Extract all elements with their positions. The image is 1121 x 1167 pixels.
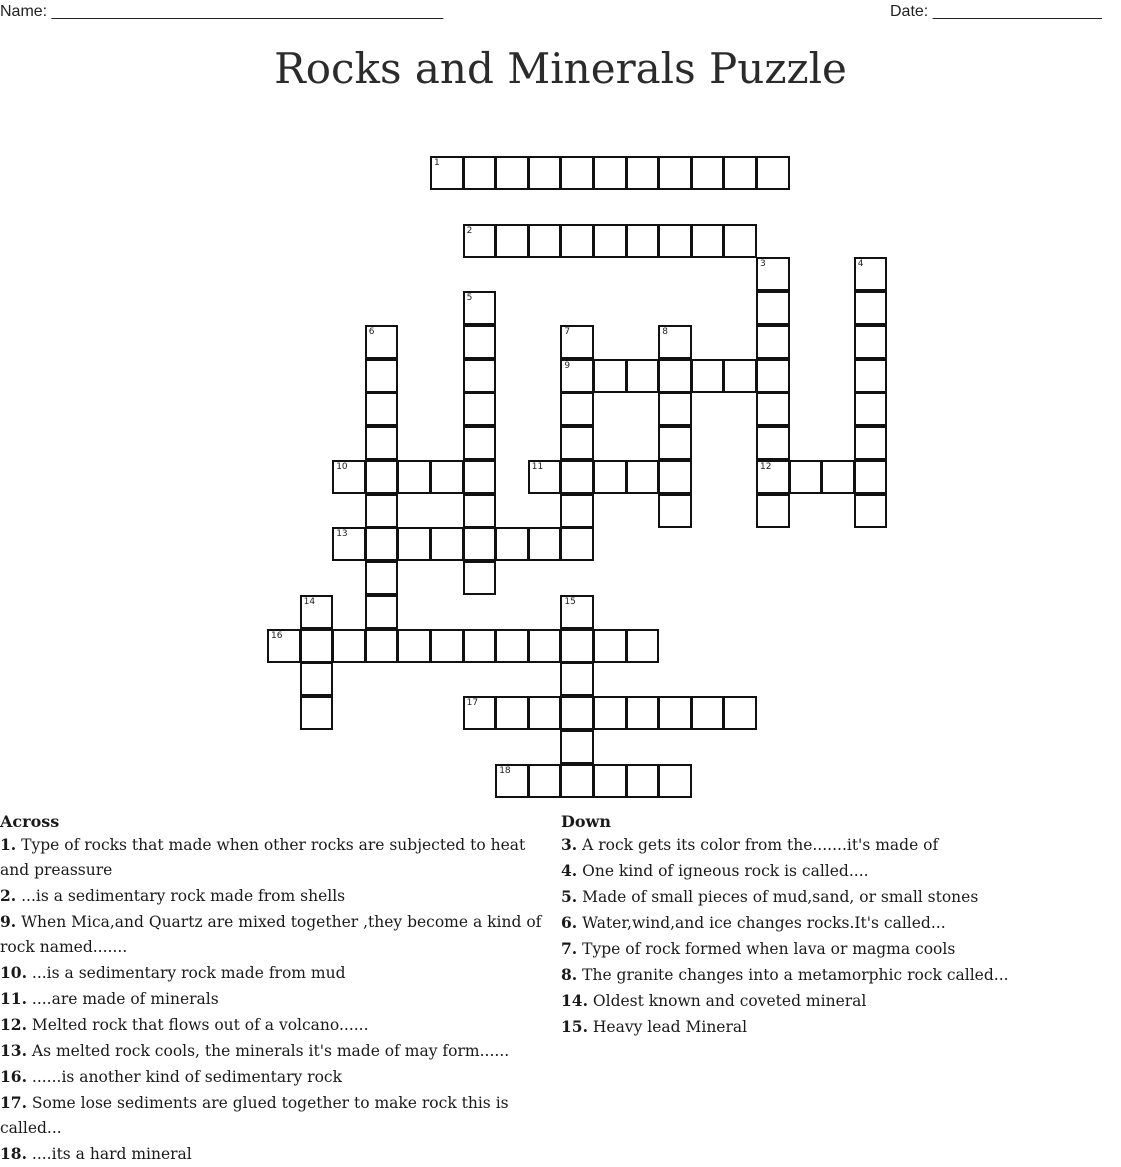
grid-cell[interactable] — [365, 595, 399, 629]
clue-number-label: 1. — [0, 835, 17, 854]
clue-number-label: 7. — [561, 939, 578, 958]
across-clue — [0, 909, 555, 960]
grid-cell[interactable] — [463, 527, 497, 561]
down-clue-list — [561, 832, 1116, 1040]
clue-number-label: 13. — [0, 1041, 27, 1060]
clue-number: 13 — [336, 529, 348, 540]
clue-text: ......is another kind of sedimentary rock — [31, 1068, 342, 1086]
grid-cell[interactable] — [560, 662, 594, 696]
clue-number: 17 — [466, 698, 479, 708]
grid-cell[interactable] — [528, 460, 562, 494]
clue-number-label: 16. — [0, 1067, 27, 1086]
clue-number: 2 — [466, 225, 473, 236]
down-clues — [561, 812, 1116, 1040]
grid-cell[interactable] — [300, 629, 334, 663]
grid-cell[interactable] — [626, 156, 660, 190]
grid-cell[interactable] — [626, 629, 660, 663]
grid-cell[interactable] — [365, 527, 399, 561]
clue-text: As melted rock cools, the minerals it's made of may form...... — [31, 1042, 510, 1060]
grid-cell[interactable] — [560, 325, 594, 359]
grid-cell[interactable] — [332, 460, 366, 494]
grid-cell[interactable] — [430, 629, 464, 663]
clue-number: 1 — [434, 158, 440, 168]
grid-cell[interactable] — [560, 527, 594, 561]
grid-cell[interactable] — [365, 561, 399, 595]
across-clue — [0, 1141, 555, 1167]
grid-cell[interactable] — [365, 494, 399, 528]
grid-cell[interactable] — [495, 696, 529, 730]
grid-cell[interactable] — [756, 460, 790, 494]
clue-number: 10 — [336, 461, 348, 472]
grid-cell[interactable] — [593, 696, 627, 730]
grid-cell[interactable] — [463, 224, 497, 258]
grid-cell[interactable] — [658, 359, 692, 393]
clue-text: ....its a hard mineral — [31, 1145, 192, 1163]
grid-cell[interactable] — [495, 224, 529, 258]
grid-cell[interactable] — [463, 359, 497, 393]
clue-number-label: 10. — [0, 963, 27, 982]
clue-text: One kind of igneous rock is called.... — [582, 862, 869, 880]
grid-cell[interactable] — [365, 629, 399, 663]
grid-cell[interactable] — [626, 359, 660, 393]
grid-cell[interactable] — [430, 527, 464, 561]
grid-cell[interactable] — [691, 696, 725, 730]
across-clues — [0, 812, 555, 1167]
grid-cell[interactable] — [658, 156, 692, 190]
grid-cell[interactable] — [626, 224, 660, 258]
clue-number-label: 14. — [561, 991, 588, 1010]
grid-cell[interactable] — [463, 460, 497, 494]
down-clue — [561, 910, 1116, 936]
clue-number-label: 17. — [0, 1093, 27, 1112]
grid-cell[interactable] — [854, 291, 888, 325]
grid-cell[interactable] — [365, 325, 399, 359]
grid-cell[interactable] — [593, 224, 627, 258]
across-clue — [0, 960, 555, 986]
grid-cell[interactable] — [560, 629, 594, 663]
down-clue — [561, 1014, 1116, 1040]
grid-cell[interactable] — [560, 595, 594, 629]
grid-cell[interactable] — [593, 359, 627, 393]
clue-number-label: 5. — [561, 887, 578, 906]
grid-cell[interactable] — [560, 156, 594, 190]
clue-number: 7 — [564, 326, 571, 337]
grid-cell[interactable] — [528, 224, 562, 258]
grid-cell[interactable] — [854, 460, 888, 494]
grid-cell[interactable] — [528, 156, 562, 190]
grid-cell[interactable] — [528, 527, 562, 561]
clue-number-label: 6. — [561, 913, 578, 932]
grid-cell[interactable] — [463, 325, 497, 359]
grid-cell[interactable] — [397, 629, 431, 663]
grid-cell[interactable] — [756, 494, 790, 528]
date-line[interactable]: ___________________ — [932, 3, 1102, 20]
down-clue — [561, 936, 1116, 962]
grid-cell[interactable] — [723, 359, 757, 393]
clue-number: 18 — [499, 765, 511, 776]
grid-cell[interactable] — [365, 392, 399, 426]
grid-cell[interactable] — [560, 764, 594, 798]
grid-cell[interactable] — [854, 494, 888, 528]
grid-cell[interactable] — [658, 696, 692, 730]
grid-cell[interactable] — [332, 629, 366, 663]
grid-cell[interactable] — [658, 426, 692, 460]
name-line[interactable]: ____________________________________________ — [51, 3, 444, 20]
grid-cell[interactable] — [560, 696, 594, 730]
clue-number-label: 9. — [0, 912, 17, 931]
grid-cell[interactable] — [658, 494, 692, 528]
clue-number-label: 4. — [561, 861, 578, 880]
grid-cell[interactable] — [332, 527, 366, 561]
clue-number-label: 8. — [561, 965, 578, 984]
clue-text: Oldest known and coveted mineral — [592, 992, 867, 1010]
clue-number-label: 3. — [561, 835, 578, 854]
grid-cell[interactable] — [560, 426, 594, 460]
grid-cell[interactable] — [723, 224, 757, 258]
clue-number-label: 15. — [561, 1017, 588, 1036]
clue-number: 14 — [303, 596, 316, 607]
grid-cell[interactable] — [528, 764, 562, 798]
grid-cell[interactable] — [463, 291, 497, 325]
clue-text: Type of rocks that made when other rocks are subjected to heat and preassure — [0, 836, 526, 879]
grid-cell[interactable] — [691, 224, 725, 258]
clue-number: 12 — [760, 461, 772, 472]
date-label: Date: — [890, 3, 929, 20]
grid-cell[interactable] — [463, 561, 497, 595]
down-clue — [561, 832, 1116, 858]
across-clue — [0, 1012, 555, 1038]
grid-cell[interactable] — [528, 696, 562, 730]
clue-number-label: 12. — [0, 1015, 27, 1034]
grid-cell[interactable] — [397, 527, 431, 561]
clue-text: Melted rock that flows out of a volcano...... — [31, 1016, 369, 1034]
clue-text: A rock gets its color from the.......it's made of — [582, 836, 939, 854]
grid-cell[interactable] — [691, 156, 725, 190]
grid-cell[interactable] — [528, 629, 562, 663]
grid-cell[interactable] — [463, 696, 497, 730]
clue-text: Type of rock formed when lava or magma cools — [582, 940, 956, 958]
down-clue — [561, 962, 1116, 988]
grid-cell[interactable] — [854, 325, 888, 359]
grid-cell[interactable] — [854, 257, 888, 291]
clue-number: 3 — [760, 259, 766, 270]
grid-cell[interactable] — [756, 291, 790, 325]
clue-number: 15 — [564, 596, 576, 607]
across-clue — [0, 832, 555, 883]
clue-text: The granite changes into a metamorphic rock called... — [582, 966, 1009, 984]
grid-cell[interactable] — [658, 764, 692, 798]
name-label: Name: — [0, 3, 48, 20]
across-heading: Across — [0, 812, 60, 831]
grid-cell[interactable] — [593, 156, 627, 190]
grid-cell[interactable] — [495, 156, 529, 190]
grid-cell[interactable] — [691, 359, 725, 393]
clue-text: Water,wind,and ice changes rocks.It's called... — [582, 914, 946, 932]
clue-text: Some lose sediments are glued together to make rock this is called... — [0, 1094, 509, 1137]
clue-text: When Mica,and Quartz are mixed together ,they become a kind of rock named....... — [0, 913, 542, 956]
across-clue — [0, 986, 555, 1012]
grid-cell[interactable] — [723, 696, 757, 730]
down-clue — [561, 988, 1116, 1014]
grid-cell[interactable] — [300, 696, 334, 730]
across-clue — [0, 883, 555, 909]
down-clue — [561, 858, 1116, 884]
grid-cell[interactable] — [756, 392, 790, 426]
clue-text: Heavy lead Mineral — [592, 1018, 748, 1036]
grid-cell[interactable] — [463, 156, 497, 190]
grid-cell[interactable] — [365, 426, 399, 460]
grid-cell[interactable] — [560, 494, 594, 528]
grid-cell[interactable] — [756, 359, 790, 393]
clue-number: 16 — [271, 630, 283, 641]
grid-cell[interactable] — [854, 426, 888, 460]
grid-cell[interactable] — [560, 460, 594, 494]
clue-number: 9 — [564, 360, 571, 371]
grid-cell[interactable] — [658, 325, 692, 359]
grid-cell[interactable] — [495, 629, 529, 663]
grid-cell[interactable] — [365, 359, 399, 393]
across-clue-list — [0, 832, 555, 1167]
grid-cell[interactable] — [560, 359, 594, 393]
grid-cell[interactable] — [300, 595, 334, 629]
grid-cell[interactable] — [854, 359, 888, 393]
grid-cell[interactable] — [463, 494, 497, 528]
down-clue — [561, 884, 1116, 910]
grid-cell[interactable] — [495, 764, 529, 798]
clue-number: 5 — [466, 293, 473, 303]
clue-text: Made of small pieces of mud,sand, or small stones — [582, 888, 979, 906]
page-title: Rocks and Minerals Puzzle — [274, 44, 847, 93]
grid-cell[interactable] — [756, 325, 790, 359]
grid-cell[interactable] — [495, 527, 529, 561]
clue-number: 4 — [857, 259, 864, 270]
grid-cell[interactable] — [593, 764, 627, 798]
grid-cell[interactable] — [658, 392, 692, 426]
clue-text: ...is a sedimentary rock made from shells — [21, 887, 346, 905]
clue-text: ...is a sedimentary rock made from mud — [31, 964, 346, 982]
clue-number-label: 11. — [0, 989, 27, 1008]
grid-cell[interactable] — [560, 730, 594, 764]
grid-cell[interactable] — [658, 224, 692, 258]
grid-cell[interactable] — [430, 460, 464, 494]
clue-number-label: 2. — [0, 886, 17, 905]
across-clue — [0, 1038, 555, 1064]
grid-cell[interactable] — [756, 426, 790, 460]
grid-cell[interactable] — [626, 460, 660, 494]
grid-cell[interactable] — [463, 426, 497, 460]
grid-cell[interactable] — [756, 156, 790, 190]
grid-cell[interactable] — [560, 224, 594, 258]
across-clue — [0, 1064, 555, 1090]
grid-cell[interactable] — [626, 764, 660, 798]
grid-cell[interactable] — [723, 156, 757, 190]
grid-cell[interactable] — [463, 629, 497, 663]
clue-number: 11 — [531, 461, 544, 472]
down-heading: Down — [561, 812, 611, 831]
grid-cell[interactable] — [463, 392, 497, 426]
grid-cell[interactable] — [430, 156, 464, 190]
across-clue — [0, 1090, 555, 1141]
grid-cell[interactable] — [300, 662, 334, 696]
grid-cell[interactable] — [365, 460, 399, 494]
grid-cell[interactable] — [397, 460, 431, 494]
clue-number-label: 18. — [0, 1144, 27, 1163]
grid-cell[interactable] — [821, 460, 855, 494]
clue-number: 8 — [662, 326, 668, 337]
grid-cell[interactable] — [267, 629, 301, 663]
grid-cell[interactable] — [560, 392, 594, 426]
clue-number: 6 — [368, 326, 375, 337]
grid-cell[interactable] — [854, 392, 888, 426]
grid-cell[interactable] — [593, 629, 627, 663]
grid-cell[interactable] — [658, 460, 692, 494]
grid-cell[interactable] — [593, 460, 627, 494]
grid-cell[interactable] — [789, 460, 823, 494]
grid-cell[interactable] — [626, 696, 660, 730]
grid-cell[interactable] — [756, 257, 790, 291]
clue-text: ....are made of minerals — [31, 990, 219, 1008]
